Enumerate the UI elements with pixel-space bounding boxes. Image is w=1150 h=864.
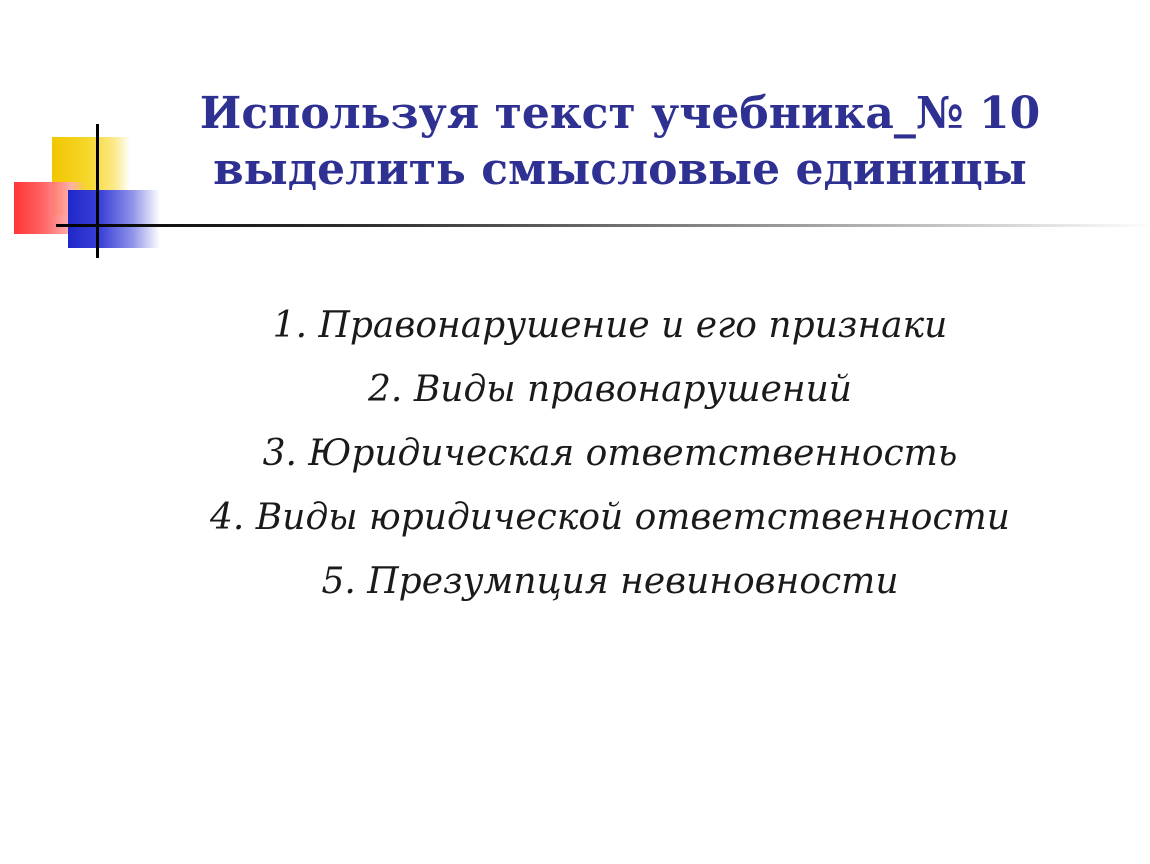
list-item: 3. Юридическая ответственность <box>262 433 958 474</box>
title-underline <box>56 224 1150 227</box>
list-item: 2. Виды правонарушений <box>368 369 852 410</box>
list-item: 5. Презумпция невиновности <box>321 561 899 602</box>
blue-square-decoration <box>68 190 160 248</box>
list-item: 1. Правонарушение и его признаки <box>272 305 948 346</box>
slide-title-line-2: выделить смысловые единицы <box>213 144 1027 195</box>
slide-title <box>150 86 1090 198</box>
list-item: 4. Виды юридической ответственности <box>210 497 1010 538</box>
vertical-rule-decoration <box>96 124 99 258</box>
slide-title-line-1: Используя текст учебника_№ 10 <box>199 88 1041 139</box>
topic-list <box>120 294 1100 614</box>
